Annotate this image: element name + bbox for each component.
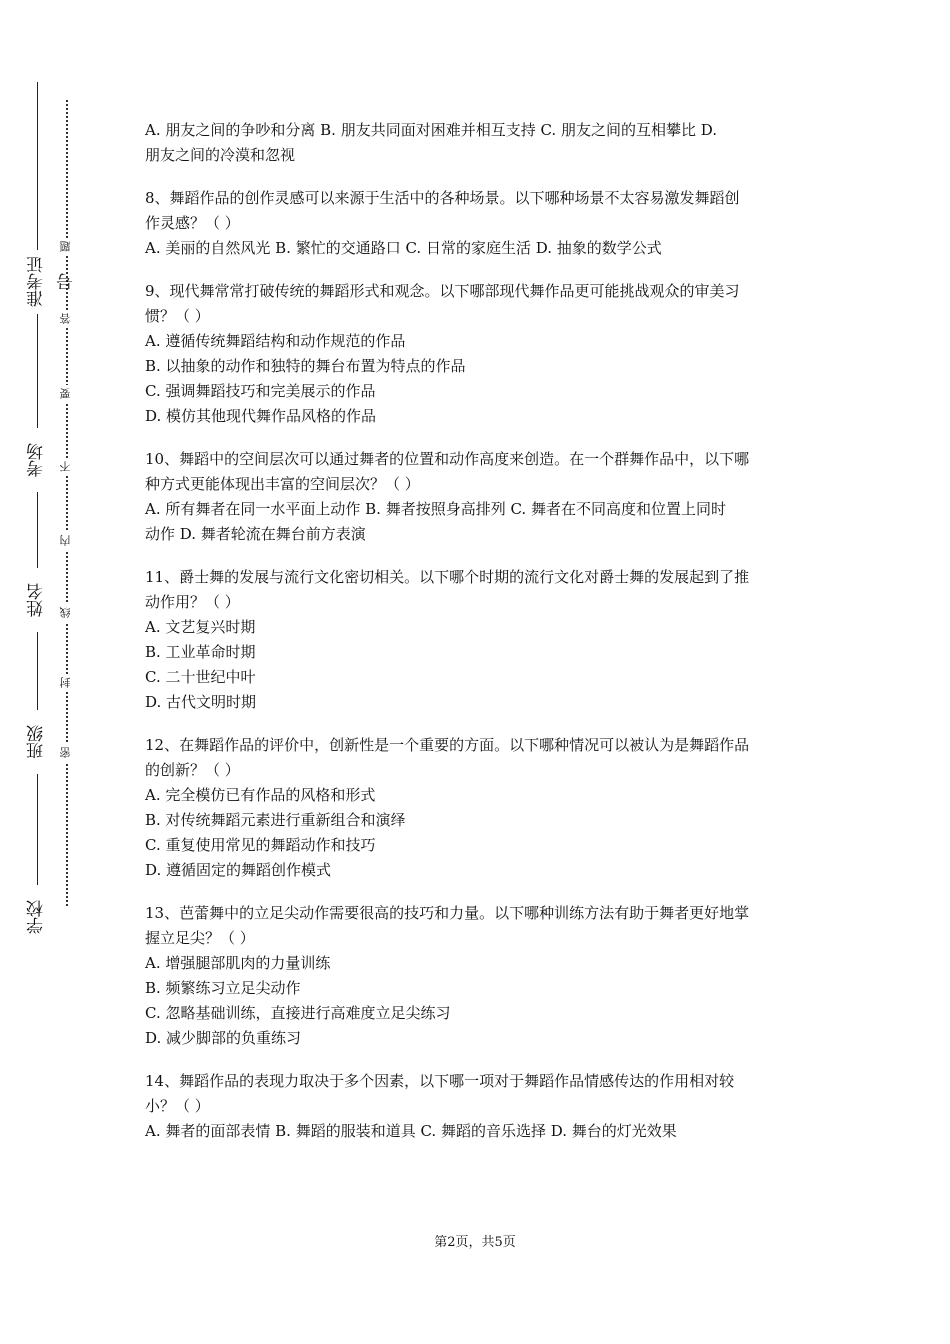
- seal-char: 要: [58, 385, 74, 403]
- option-b: B. 以抽象的动作和独特的舞台布置为特点的作品: [145, 357, 466, 375]
- question-stem: 13、芭蕾舞中的立足尖动作需要很高的技巧和力量。以下哪种训练方法有助于舞者更好地掌: [145, 904, 750, 922]
- option-a: A. 完全模仿已有作品的风格和形式: [145, 786, 376, 804]
- option-c: C. 二十世纪中叶: [145, 668, 256, 686]
- option-c: C. 重复使用常见的舞蹈动作和技巧: [145, 836, 376, 854]
- school-label: 学校: [22, 885, 52, 949]
- option-a: A. 增强腿部肌肉的力量训练: [145, 954, 331, 972]
- question-stem: 12、在舞蹈作品的评价中，创新性是一个重要的方面。以下哪种情况可以被认为是舞蹈作品: [145, 736, 750, 754]
- question-stem: 14、舞蹈作品的表现力取决于多个因素，以下哪一项对于舞蹈作品情感传达的作用相对较: [145, 1072, 735, 1090]
- option-d: D. 减少脚部的负重练习: [145, 1029, 302, 1047]
- question-stem: 小？（ ）: [145, 1097, 210, 1115]
- question-stem: 11、爵士舞的发展与流行文化密切相关。以下哪个时期的流行文化对爵士舞的发展起到了推: [145, 568, 750, 586]
- question-stem: 惯？（ ）: [145, 307, 210, 325]
- option-d: D. 遵循固定的舞蹈创作模式: [145, 861, 332, 879]
- seal-char: 内: [58, 532, 74, 550]
- option-b: B. 工业革命时期: [145, 643, 256, 661]
- seal-char: 线: [58, 604, 74, 622]
- question-stem: 的创新？（ ）: [145, 761, 240, 779]
- binding-margin: [0, 0, 90, 1344]
- seal-dotted-line: [66, 100, 68, 906]
- question-8: [145, 186, 815, 261]
- text-line: 朋友之间的冷漠和忽视: [145, 146, 296, 164]
- option-d: D. 模仿其他现代舞作品风格的作品: [145, 407, 377, 425]
- option-d: D. 古代文明时期: [145, 693, 257, 711]
- question-9: [145, 279, 815, 429]
- binding-solid-line: [37, 82, 38, 920]
- seal-char: 不: [58, 458, 74, 476]
- question-stem: 9、现代舞常常打破传统的舞蹈形式和观念。以下哪部现代舞作品更可能挑战观众的审美习: [145, 282, 740, 300]
- exam-room-label: 考场: [22, 428, 52, 492]
- option-c: C. 强调舞蹈技巧和完美展示的作品: [145, 382, 376, 400]
- seal-char: 密: [58, 744, 74, 762]
- question-options: A. 所有舞者在同一水平面上动作 B. 舞者按照身高排列 C. 舞者在不同高度和位置上同时: [145, 500, 726, 518]
- question-list: [145, 118, 815, 1162]
- question-14: [145, 1069, 815, 1144]
- question-10: [145, 447, 815, 547]
- seal-char: 封: [58, 674, 74, 692]
- question-stem: 动作用？（ ）: [145, 593, 240, 611]
- question-11: [145, 565, 815, 715]
- question-stem: 10、舞蹈中的空间层次可以通过舞者的位置和动作高度来创造。在一个群舞作品中，以下哪: [145, 450, 750, 468]
- question-options: A. 舞者的面部表情 B. 舞蹈的服装和道具 C. 舞蹈的音乐选择 D. 舞台的灯光效果: [145, 1122, 677, 1140]
- option-c: C. 忽略基础训练，直接进行高难度立足尖练习: [145, 1004, 451, 1022]
- page-number: 第2页，共5页: [434, 1235, 516, 1250]
- question-options: A. 美丽的自然风光 B. 繁忙的交通路口 C. 日常的家庭生活 D. 抽象的数学公式: [145, 239, 662, 257]
- question-12: [145, 733, 815, 883]
- seal-char: 答: [58, 310, 74, 328]
- option-a: A. 遵循传统舞蹈结构和动作规范的作品: [145, 332, 406, 350]
- text-line: A. 朋友之间的争吵和分离 B. 朋友共同面对困难并相互支持 C. 朋友之间的互相攀比 D.: [145, 121, 717, 139]
- question-stem: 作灵感？（ ）: [145, 214, 240, 232]
- option-b: B. 频繁练习立足尖动作: [145, 979, 301, 997]
- name-label: 姓名: [22, 568, 52, 632]
- question-options: 动作 D. 舞者轮流在舞台前方表演: [145, 525, 366, 543]
- question-7-options: [145, 118, 815, 168]
- question-stem: 8、舞蹈作品的创作灵感可以来源于生活中的各种场景。以下哪种场景不太容易激发舞蹈创: [145, 189, 740, 207]
- option-b: B. 对传统舞蹈元素进行重新组合和演绎: [145, 811, 406, 829]
- question-13: [145, 901, 815, 1051]
- question-stem: 种方式更能体现出丰富的空间层次？（ ）: [145, 475, 420, 493]
- class-label: 班级: [22, 710, 52, 774]
- seal-char: 题: [58, 238, 74, 256]
- exam-number-label: 准考证号: [22, 250, 52, 314]
- option-a: A. 文艺复兴时期: [145, 618, 256, 636]
- question-stem: 握立足尖？（ ）: [145, 929, 255, 947]
